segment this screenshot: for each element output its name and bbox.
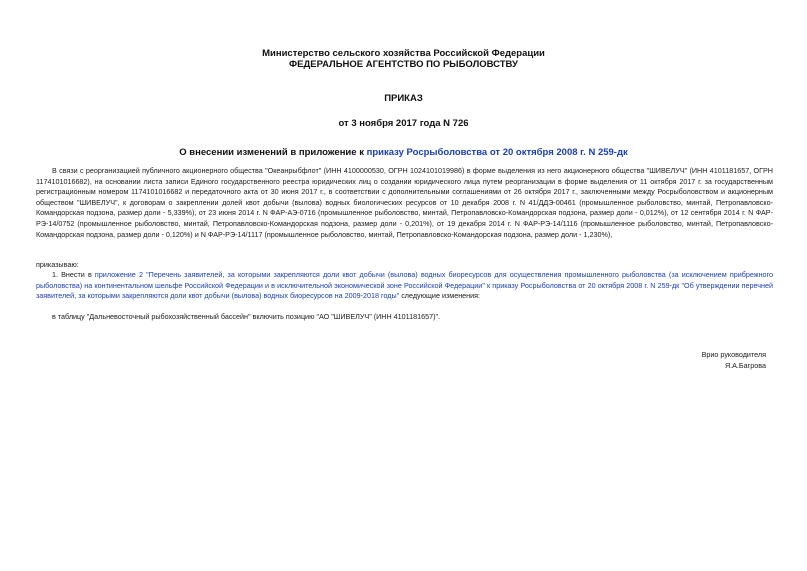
- item-1-suffix: следующие изменения:: [399, 291, 481, 301]
- signatory-role: Врио руководителя: [701, 350, 766, 359]
- order-title: ПРИКАЗ: [384, 93, 423, 104]
- appendix-2-link[interactable]: приложение 2 "Перечень заявителей, за которыми закрепляются доли квот добычи (вылова) водных биоресурсов для осуществления промышленного рыболовства (за исключением прибрежного рыболовства) на континентальном шельфе Российской Федерации и в исключительной экономической зоне Российской Федерации" к приказу Росрыболовства от 20 октября 2008 г. N 259-дк "Об утверждении перечней заявителей, за которыми закрепляются доли квот добычи (вылова) водных биоресурсов на 2009-2018 годы": [36, 270, 773, 301]
- subject-link[interactable]: приказу Росрыболовства от 20 октября 2008 г. N 259-дк: [366, 147, 628, 158]
- order-date: от 3 ноября 2017 года N 726: [338, 118, 469, 129]
- ordered-label: приказываю:: [36, 260, 79, 269]
- item-1-prefix: 1. Внести в: [52, 270, 95, 279]
- agency-name: ФЕДЕРАЛЬНОЕ АГЕНТСТВО ПО РЫБОЛОВСТВУ: [289, 59, 518, 70]
- signatory-name: Я.А.Багрова: [724, 361, 766, 370]
- subject-prefix: О внесении изменений в приложение к: [179, 147, 367, 158]
- item-1-paragraph: [36, 270, 773, 302]
- order-subject: [0, 147, 807, 158]
- preamble-paragraph: В связи с реорганизацией публичного акционерного общества "Океанрыбфлот" (ИНН 4100000530, ОГРН 1024101019986) в форме выделения из него акционерного общества "ШИВЕЛУЧ" (ИНН 4101181657, ОГРН 1174101016682), на основании листа записи Единого государственного реестра юридических лиц о создании юридического лица путем реорганизации в форме выделения от 11 октября 2017 г. за государственным регистрационным номером 1174101016682 и передаточного акта от 30 июня 2017 г., в соответствии с дополнительными соглашениями от 26 октября 2017 г., заключенными между Росрыболовством и акционерным обществом "ШИВЕЛУЧ", к договорам о закреплении долей квот добычи (вылова) водных биологических ресурсов от 10 декабря 2008 г. N 41/ДДЭ-00461 (промышленное рыболовство, минтай, Петропавловско-Командорская подзона, размер доли - 5,339%), от 23 июня 2014 г. N ФАР-АЭ-0716 (промышленное рыболовство, минтай, Петропавловско-Командорская подзона, размер доли - 0,012%), от 12 сентября 2014 г. N ФАР-РЭ-14/0752 (промышленное рыболовство, минтай, Петропавловско-Командорская подзона, размер доли - 0,201%), от 19 декабря 2014 г. N ФАР-РЭ-14/1116 (промышленное рыболовство, минтай, Петропавловско-Командорская подзона, размер доли - 0,120%) и N ФАР-РЭ-14/1117 (промышленное рыболовство, минтай, Петропавловско-Командорская подзона, размер доли - 1,230%),: [36, 166, 773, 239]
- ministry-name: Министерство сельского хозяйства Российской Федерации: [262, 48, 545, 59]
- table-insertion-paragraph: в таблицу "Дальневосточный рыбохозяйственный бассейн" включить позицию "АО "ШИВЕЛУЧ" (ИНН 4101181657)".: [52, 312, 441, 321]
